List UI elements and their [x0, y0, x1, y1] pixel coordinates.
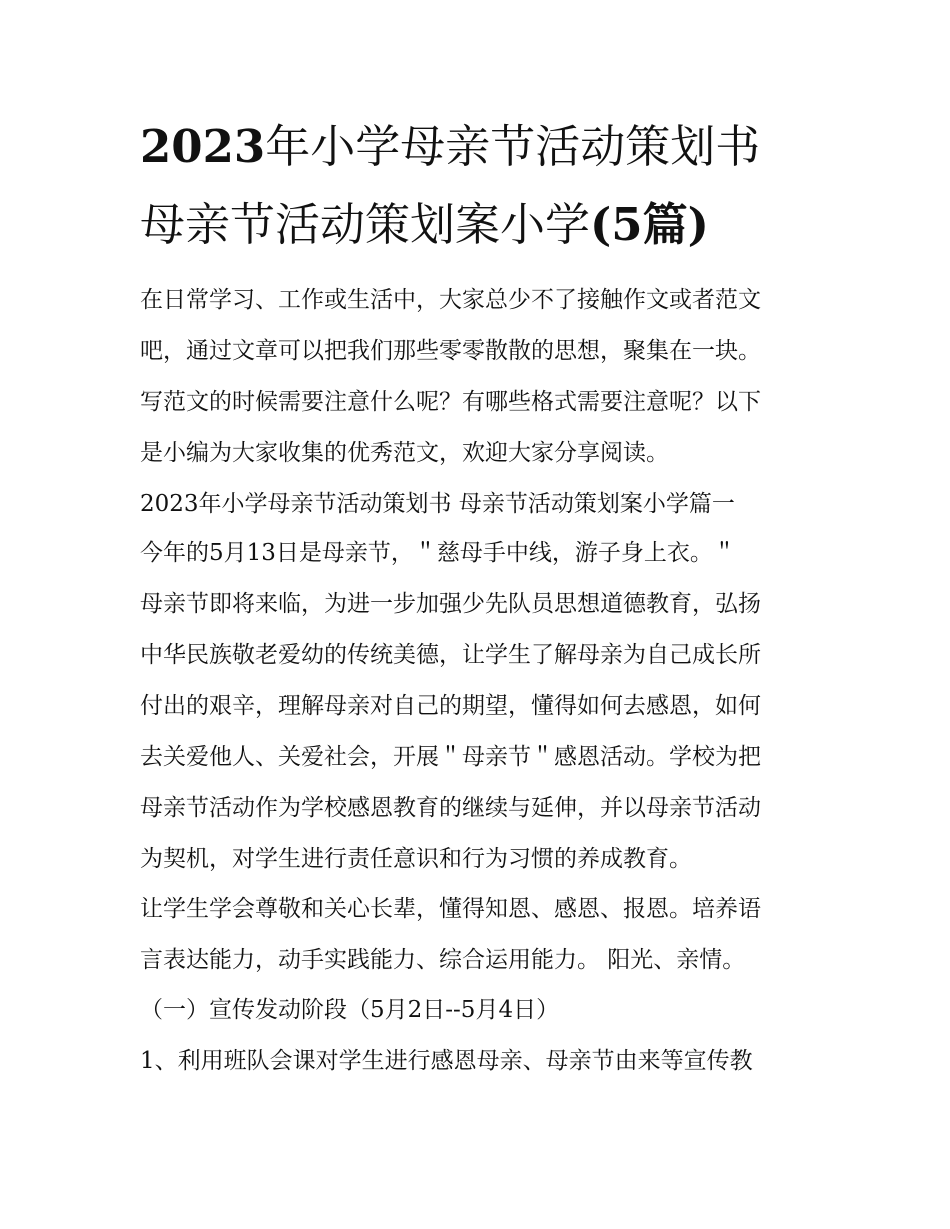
section-heading: 2023年小学母亲节活动策划书 母亲节活动策划案小学篇一	[140, 491, 735, 517]
body-line: 为契机，对学生进行责任意识和行为习惯的养成教育。	[140, 846, 692, 872]
subsection-heading: （一）宣传发动阶段（5月2日--5月4日）	[140, 997, 560, 1023]
title-text: 年小学母亲节活动策划书	[265, 120, 761, 173]
body-line: 今年的5月13日是母亲节，＂慈母手中线，游子身上衣。＂	[140, 540, 736, 566]
body-line: 吧，通过文章可以把我们那些零零散散的思想，聚集在一块。	[140, 338, 761, 364]
title-count: (5篇)	[590, 198, 709, 251]
body-line: 让学生学会尊敬和关心长辈，懂得知恩、感恩、报恩。培养语	[140, 896, 761, 922]
body-line: 言表达能力，动手实践能力、综合运用能力。 阳光、亲情。	[140, 947, 746, 973]
title-year: 2023	[140, 120, 266, 173]
list-item: 1、利用班队会课对学生进行感恩母亲、母亲节由来等宣传教	[140, 1048, 753, 1074]
body-line: 在日常学习、工作或生活中，大家总少不了接触作文或者范文	[140, 287, 761, 313]
body-line: 是小编为大家收集的优秀范文，欢迎大家分享阅读。	[140, 440, 669, 466]
body-line: 母亲节即将来临，为进一步加强少先队员思想道德教育，弘扬	[140, 591, 761, 617]
body-line: 母亲节活动作为学校感恩教育的继续与延伸，并以母亲节活动	[140, 795, 761, 821]
body-line: 中华民族敬老爱幼的传统美德，让学生了解母亲为自己成长所	[140, 642, 761, 668]
body-line: 写范文的时候需要注意什么呢？有哪些格式需要注意呢？以下	[140, 389, 761, 415]
body-line: 付出的艰辛，理解母亲对自己的期望，懂得如何去感恩，如何	[140, 693, 761, 719]
body-line: 去关爱他人、关爱社会，开展＂母亲节＂感恩活动。学校为把	[140, 744, 761, 770]
title-text: 母亲节活动策划案小学	[140, 198, 591, 251]
document-title-line-1	[140, 108, 830, 186]
document-title-line-2	[140, 186, 830, 264]
